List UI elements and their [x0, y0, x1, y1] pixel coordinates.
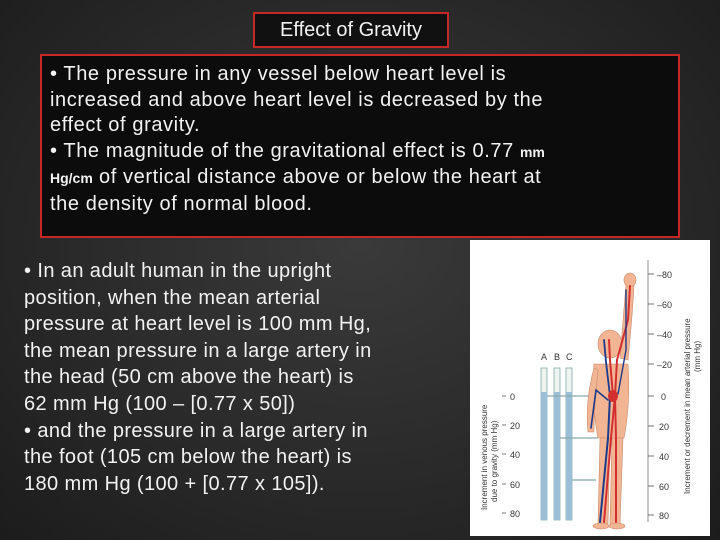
right-tick: 40: [659, 452, 670, 462]
body-text: [24, 258, 464, 497]
intro-unit: mm: [519, 143, 545, 160]
right-axis-label: Increment or decrement in mean arterial pressure: [683, 318, 692, 494]
left-tick: 80: [510, 509, 521, 519]
right-tick: –20: [657, 360, 673, 370]
intro-line: increased and above heart level is decreased by the: [50, 88, 544, 111]
tube-letter-a: A: [541, 352, 548, 362]
intro-line: [50, 139, 670, 166]
body-line: • and the pressure in a large artery in: [24, 419, 368, 442]
intro-line: [50, 165, 670, 192]
body-line: the mean pressure in a large artery in: [24, 339, 372, 362]
intro-box: [40, 54, 680, 238]
right-tick: 60: [659, 482, 670, 492]
intro-line: the density of normal blood.: [50, 192, 313, 215]
right-tick-marks: [648, 274, 654, 515]
slide-title-text: Effect of Gravity: [280, 18, 422, 41]
left-axis-label: due to gravity (mm Hg): [490, 420, 499, 502]
left-tick: 20: [510, 421, 521, 431]
right-tick: 20: [659, 422, 670, 432]
heart-icon: [608, 390, 618, 402]
left-tick: 40: [510, 450, 521, 460]
intro-text: of vertical distance above or below the heart at: [98, 166, 542, 188]
right-tick: –80: [657, 270, 673, 280]
slide-title: [253, 12, 449, 48]
body-line: 62 mm Hg (100 – [0.77 x 50]): [24, 392, 296, 415]
body-line: pressure at heart level is 100 mm Hg,: [24, 313, 372, 336]
body-line: the foot (105 cm below the heart) is: [24, 446, 352, 469]
left-tick-marks: [502, 396, 506, 513]
intro-line: effect of gravity.: [50, 114, 201, 136]
body-line: position, when the mean arterial: [24, 286, 321, 309]
body-line: • In an adult human in the upright: [24, 260, 332, 282]
body-line: 180 mm Hg (100 + [0.77 x 105]).: [24, 472, 325, 495]
right-axis-label: (mm Hg): [693, 340, 702, 372]
left-tick: 0: [510, 392, 516, 402]
left-axis-label: Increment in venous pressure: [480, 404, 489, 510]
gravity-diagram: [470, 240, 710, 536]
intro-unit: Hg/cm: [50, 170, 93, 186]
tube-letter-c: C: [566, 352, 573, 362]
right-tick: 80: [659, 511, 670, 521]
gravity-figure: [470, 240, 710, 536]
right-tick: –60: [657, 300, 673, 310]
right-tick: –40: [657, 330, 673, 340]
tube-letter-b: B: [554, 352, 561, 362]
left-tick: 60: [510, 480, 521, 490]
body-line: the head (50 cm above the heart) is: [24, 366, 354, 389]
intro-text: • The magnitude of the gravitational effect is 0.77: [50, 139, 514, 162]
right-tick: 0: [661, 392, 667, 402]
intro-line: • The pressure in any vessel below heart level is: [50, 63, 507, 85]
